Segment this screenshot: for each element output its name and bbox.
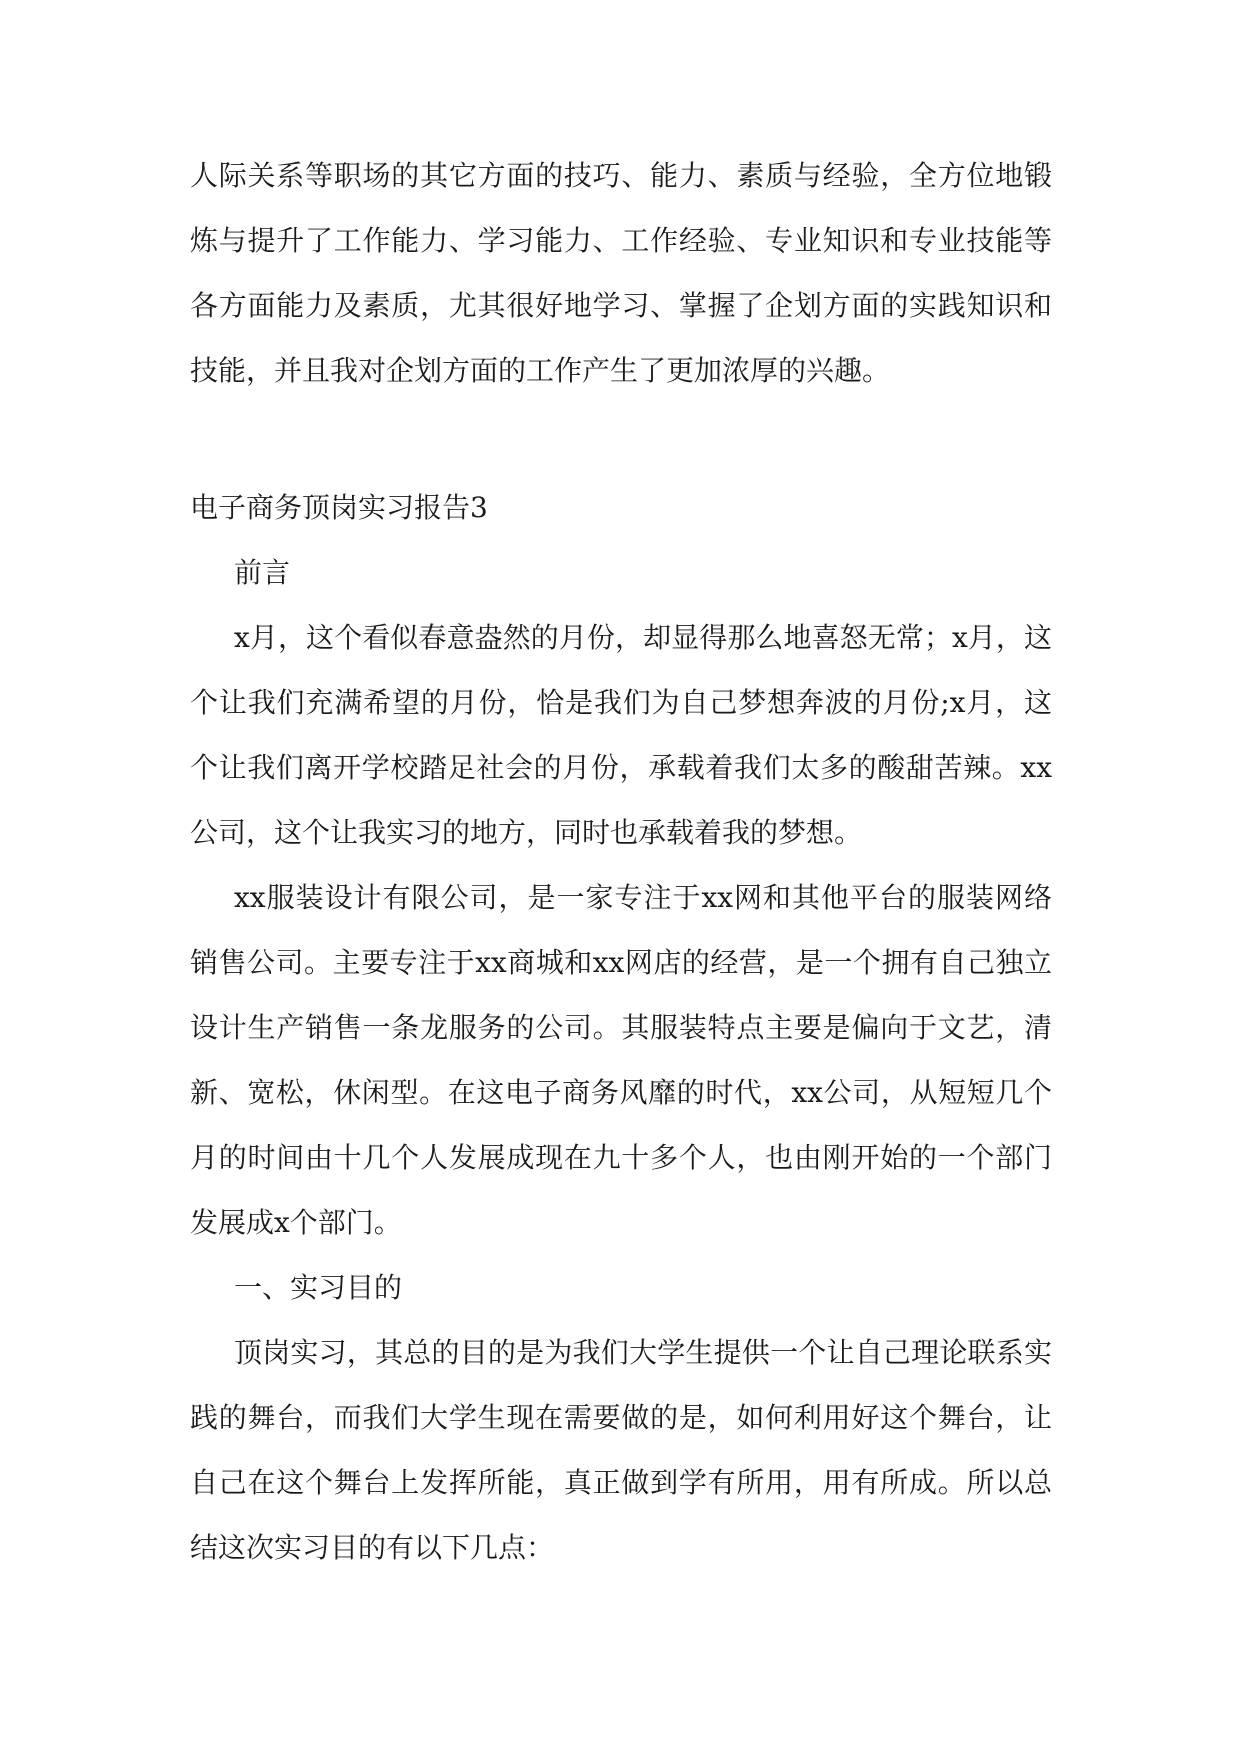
purpose-paragraph: 顶岗实习，其总的目的是为我们大学生提供一个让自己理论联系实践的舞台，而我们大学生现在需要做的是，如何利用好这个舞台，让自己在这个舞台上发挥所能，真正做到学有所用，用有所成。所以总结这次实习目的有以下几点： [190,1336,1052,1564]
section-one-heading: 一、实习目的 [234,1271,403,1304]
company-paragraph: xx服装设计有限公司，是一家专注于xx网和其他平台的服装网络销售公司。主要专注于xx商城和xx网店的经营，是一个拥有自己独立设计生产销售一条龙服务的公司。其服装特点主要是偏向于文艺，清新、宽松，休闲型。在这电子商务风靡的时代，xx公司，从短短几个月的时间由十几个人发展成现在九十多个人，也由刚开始的一个部门发展成x个部门。 [190,881,1052,1239]
report-body [190,540,1052,1580]
preface-heading: 前言 [234,556,291,589]
report-title: 电子商务顶岗实习报告3 [190,491,488,524]
intro-paragraph: 人际关系等职场的其它方面的技巧、能力、素质与经验，全方位地锻炼与提升了工作能力、学习能力、工作经验、专业知识和专业技能等各方面能力及素质，尤其很好地学习、掌握了企划方面的实践知识和技能，并且我对企划方面的工作产生了更加浓厚的兴趣。 [190,159,1052,387]
intro-paragraph-block [190,143,1052,403]
preface-paragraph: x月，这个看似春意盎然的月份，却显得那么地喜怒无常；x月，这个让我们充满希望的月份，恰是我们为自己梦想奔波的月份;x月，这个让我们离开学校踏足社会的月份，承载着我们太多的酸甜苦辣。xx公司，这个让我实习的地方，同时也承载着我的梦想。 [190,621,1052,849]
